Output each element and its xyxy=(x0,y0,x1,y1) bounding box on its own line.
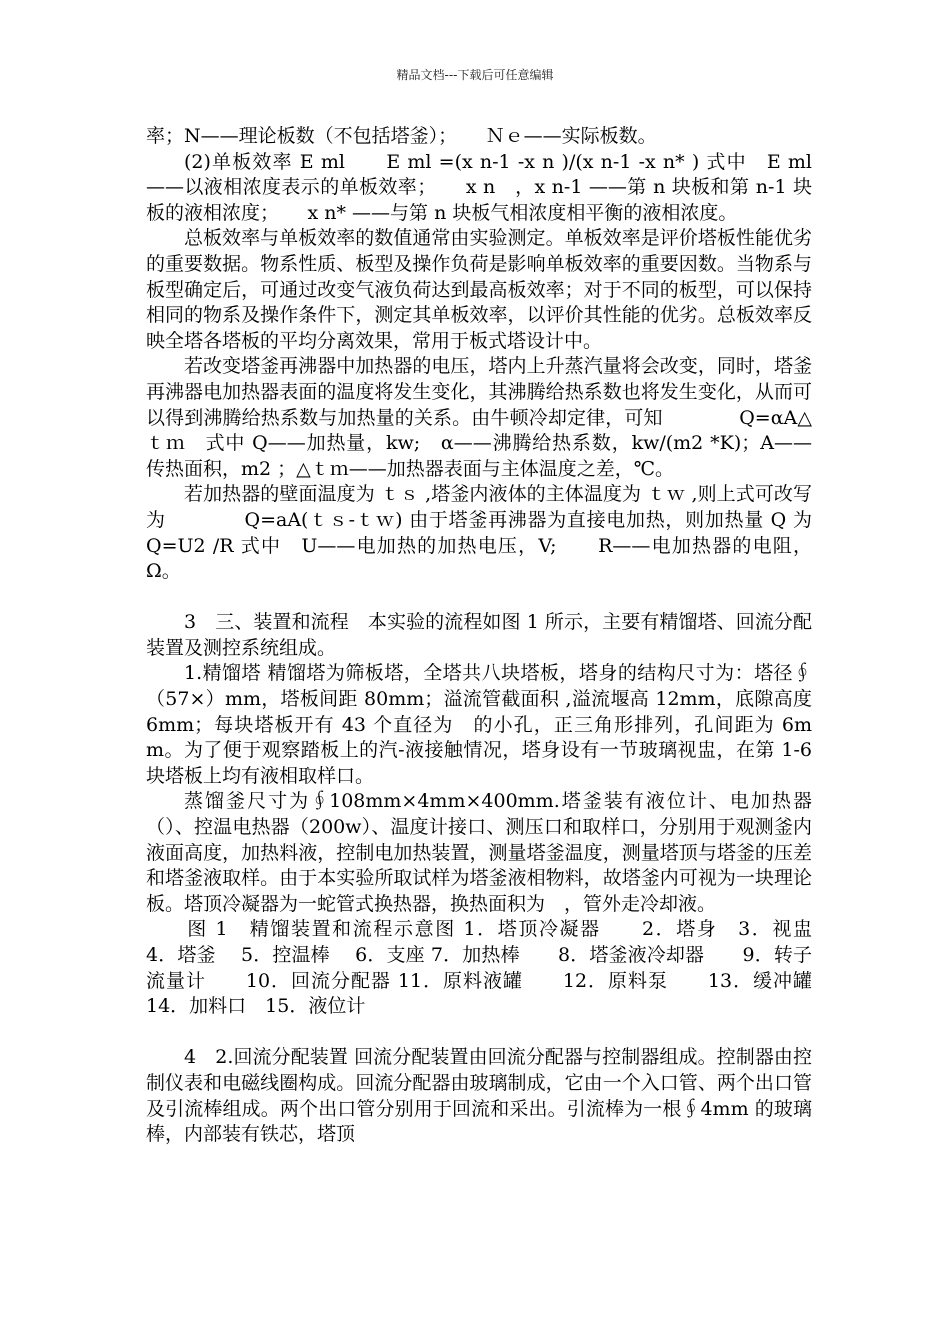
paragraph-reflux-distributor: 4 2.回流分配装置 回流分配装置由回流分配器与控制器组成。控制器由控制仪表和电磁线圈构成。回流分配器由玻璃制成，它由一个入口管、两个出口管及引流棒组成。两个出口管分别用于回流和采出。引流棒为一根∮4mm 的玻璃棒，内部装有铁芯，塔顶 xyxy=(146,1046,812,1146)
blank-line xyxy=(146,1020,812,1046)
paragraph-figure-caption: 图 1 精馏装置和流程示意图 1．塔顶冷凝器 2．塔身 3．视盅 4．塔釜 5．控温棒 6．支座 7．加热棒 8．塔釜液冷却器 9．转子流量计 10．回流分配器 11．原料液罐 12．原料泵 13．缓冲罐 14．加料口 15．液位计 xyxy=(146,918,851,1018)
paragraph-plate-count: 率；N——理论板数（不包括塔釜）； Ｎｅ——实际板数。 xyxy=(146,125,657,147)
paragraph-single-plate-efficiency: (2)单板效率 E ml E ml =(x n-1 -x n )/(x n-1 -x n* ) 式中 E ml ——以液相浓度表示的单板效率； x n ，x n-1 ——第 n 块板和第 n-1 块板的液相浓度； x n* ——与第 n 块板气相浓度相平衡的液相浓度。 xyxy=(146,150,812,224)
paragraph-heater-wall-temperature: 若加热器的壁面温度为 ｔｓ ,塔釜内液体的主体温度为 ｔｗ ,则上式可改写为 Q=aA(ｔｓ-ｔｗ) 由于塔釜再沸器为直接电加热，则加热量 Q 为 Q=U2 /R 式中 U——电加热的加热电压，V; R——电加热器的电阻，Ω。 xyxy=(146,483,908,583)
page-header: 精品文档---下载后可任意编辑 xyxy=(396,68,554,82)
paragraph-still-pot: 蒸馏釜尺寸为∮108mm×4mm×400mm.塔釜装有液位计、电加热器（）、控温电热器（200w）、温度计接口、测压口和取样口，分别用于观测釜内液面高度，加热料液，控制电加热装置，测量塔釜温度，测量塔顶与塔釜的压差和塔釜液取样。由于本实验所取试样为塔釜液相物料，故塔釜内可视为一块理论板。塔顶冷凝器为一蛇管式换热器，换热面积为 ，管外走冷却液。 xyxy=(146,790,812,915)
document-body xyxy=(146,124,908,1148)
paragraph-efficiency-comparison: 总板效率与单板效率的数值通常由实验测定。单板效率是评价塔板性能优劣的重要数据。物系性质、板型及操作负荷是影响单板效率的重要因数。当物系与板型确定后，可通过改变气液负荷达到最高板效率；对于不同的板型，可以保持相同的物系及操作条件下，测定其单板效率，以评价其性能的优劣。总板效率反映全塔各塔板的平均分离效果，常用于板式塔设计中。 xyxy=(146,227,812,352)
paragraph-distillation-column: 1.精馏塔 精馏塔为筛板塔，全塔共八块塔板，塔身的结构尺寸为：塔径∮（57×）mm，塔板间距 80mm；溢流管截面积 ,溢流堰高 12mm，底隙高度 6mm；每块塔板开有 43 个直径为 的小孔，正三角形排列，孔间距为 6mm。为了便于观察踏板上的汽-液接触情况，塔身设有一节玻璃视盅，在第 1-6 块塔板上均有液相取样口。 xyxy=(146,662,812,787)
paragraph-boiling-heat-transfer: 若改变塔釜再沸器中加热器的电压，塔内上升蒸汽量将会改变，同时，塔釜再沸器电加热器表面的温度将发生变化，其沸腾给热系数也将发生变化，从而可以得到沸腾给热系数与加热量的关系。由牛顿冷却定律，可知 Q=αA△ｔｍ 式中 Q——加热量，kw; α——沸腾给热系数，kw/(m2 *K)；A——传热面积，m2 ；△ｔｍ——加热器表面与主体温度之差，℃。 xyxy=(146,355,812,480)
paragraph-section-apparatus: 3 三、装置和流程 本实验的流程如图 1 所示，主要有精馏塔、回流分配装置及测控系统组成。 xyxy=(146,611,812,659)
blank-line xyxy=(146,585,812,611)
